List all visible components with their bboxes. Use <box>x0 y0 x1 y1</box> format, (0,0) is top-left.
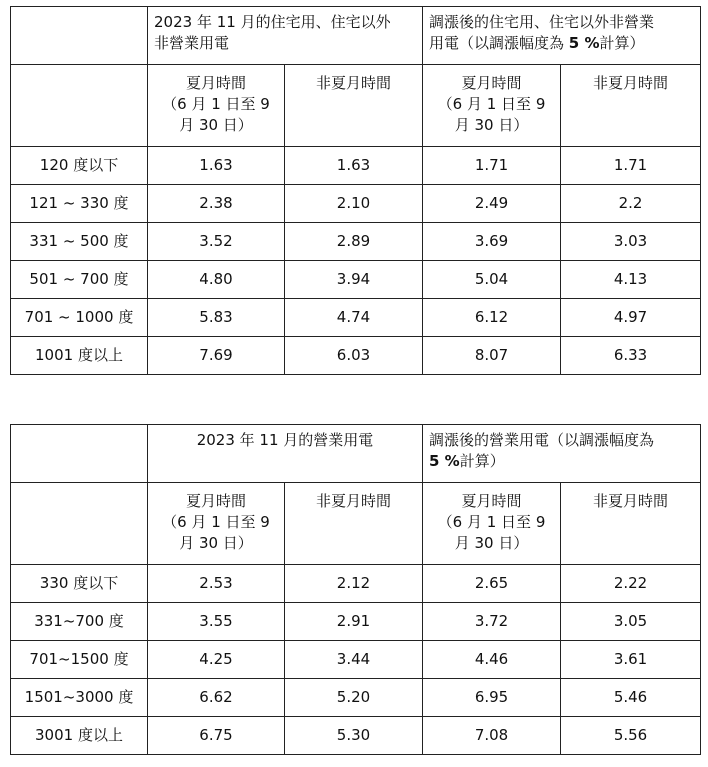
group-header-line: 調漲後的營業用電（以調漲幅度為 <box>429 431 655 449</box>
rate-value: 6.03 <box>285 337 423 375</box>
rate-value: 2.22 <box>561 565 701 603</box>
commercial-tariff-table <box>10 424 701 755</box>
rate-value: 2.91 <box>285 603 423 641</box>
non-summer-header <box>285 483 423 565</box>
summer-header <box>148 65 285 147</box>
table-row <box>11 337 701 375</box>
rate-value: 5.20 <box>285 679 423 717</box>
usage-tier-label: 701~1500 度 <box>11 641 148 679</box>
rate-value: 2.2 <box>561 185 701 223</box>
rate-value: 8.07 <box>423 337 561 375</box>
current-rate-group-header <box>148 7 423 65</box>
usage-tier-label: 331~700 度 <box>11 603 148 641</box>
current-rate-group-header <box>148 425 423 483</box>
group-header-line: 用電（以調漲幅度為 <box>429 34 569 52</box>
group-header-row <box>11 7 701 65</box>
usage-tier-label: 1501~3000 度 <box>11 679 148 717</box>
summer-header-line: 月 30 日） <box>179 116 253 134</box>
summer-header-line: （6 月 1 日至 9 <box>437 513 546 531</box>
rate-value: 4.97 <box>561 299 701 337</box>
summer-header-line: 夏月時間 <box>185 74 246 92</box>
rate-value: 5.04 <box>423 261 561 299</box>
usage-tier-label: 120 度以下 <box>11 147 148 185</box>
rate-value: 4.80 <box>148 261 285 299</box>
rate-value: 6.75 <box>148 717 285 755</box>
non-summer-header-label: 非夏月時間 <box>593 74 669 92</box>
table-row <box>11 565 701 603</box>
rate-value: 1.71 <box>423 147 561 185</box>
rate-value: 2.65 <box>423 565 561 603</box>
summer-header <box>423 483 561 565</box>
usage-tier-label: 331 ~ 500 度 <box>11 223 148 261</box>
rate-value: 2.49 <box>423 185 561 223</box>
table-row <box>11 147 701 185</box>
rate-value: 5.56 <box>561 717 701 755</box>
rate-value: 1.71 <box>561 147 701 185</box>
non-summer-header-label: 非夏月時間 <box>316 74 392 92</box>
summer-header-line: 夏月時間 <box>461 492 522 510</box>
corner-cell <box>11 425 148 483</box>
non-summer-header <box>561 65 701 147</box>
table-row <box>11 603 701 641</box>
rate-value: 2.38 <box>148 185 285 223</box>
rate-value: 4.74 <box>285 299 423 337</box>
summer-header-line: 月 30 日） <box>179 534 253 552</box>
group-header-line: 計算） <box>459 452 505 470</box>
rate-value: 6.62 <box>148 679 285 717</box>
rate-value: 6.95 <box>423 679 561 717</box>
table-row <box>11 679 701 717</box>
table-row <box>11 717 701 755</box>
rate-value: 5.46 <box>561 679 701 717</box>
usage-tier-label: 121 ~ 330 度 <box>11 185 148 223</box>
rate-value: 6.33 <box>561 337 701 375</box>
increase-rate-value: 5 % <box>429 452 460 470</box>
rate-value: 3.94 <box>285 261 423 299</box>
rate-value: 4.46 <box>423 641 561 679</box>
group-header-row <box>11 425 701 483</box>
corner-cell <box>11 7 148 65</box>
rate-value: 5.83 <box>148 299 285 337</box>
adjusted-rate-group-header <box>423 425 701 483</box>
summer-header-line: 夏月時間 <box>185 492 246 510</box>
corner-cell <box>11 65 148 147</box>
corner-cell <box>11 483 148 565</box>
summer-header-line: （6 月 1 日至 9 <box>437 95 546 113</box>
group-header-line: 調漲後的住宅用、住宅以外非營業 <box>429 13 655 31</box>
table-row <box>11 299 701 337</box>
group-header-line: 2023 年 11 月的營業用電 <box>196 431 374 449</box>
adjusted-rate-group-header <box>423 7 701 65</box>
rate-value: 3.72 <box>423 603 561 641</box>
non-summer-header-label: 非夏月時間 <box>316 492 392 510</box>
group-header-line: 計算） <box>599 34 645 52</box>
rate-value: 7.69 <box>148 337 285 375</box>
rate-value: 3.69 <box>423 223 561 261</box>
rate-value: 6.12 <box>423 299 561 337</box>
residential-tariff-table <box>10 6 701 375</box>
summer-header-line: 月 30 日） <box>454 534 529 552</box>
rate-value: 2.10 <box>285 185 423 223</box>
table-row <box>11 261 701 299</box>
summer-header <box>148 483 285 565</box>
sub-header-row <box>11 65 701 147</box>
rate-value: 4.13 <box>561 261 701 299</box>
increase-rate-value: 5 % <box>568 34 600 52</box>
rate-value: 3.44 <box>285 641 423 679</box>
summer-header-line: （6 月 1 日至 9 <box>162 513 270 531</box>
rate-value: 2.89 <box>285 223 423 261</box>
summer-header-line: 月 30 日） <box>454 116 529 134</box>
usage-tier-label: 1001 度以上 <box>11 337 148 375</box>
rate-value: 2.12 <box>285 565 423 603</box>
group-header-line: 2023 年 11 月的住宅用、住宅以外 <box>154 13 391 31</box>
table-row <box>11 223 701 261</box>
rate-value: 5.30 <box>285 717 423 755</box>
rate-value: 1.63 <box>148 147 285 185</box>
rate-value: 3.61 <box>561 641 701 679</box>
rate-value: 4.25 <box>148 641 285 679</box>
non-summer-header <box>561 483 701 565</box>
usage-tier-label: 501 ~ 700 度 <box>11 261 148 299</box>
usage-tier-label: 330 度以下 <box>11 565 148 603</box>
usage-tier-label: 3001 度以上 <box>11 717 148 755</box>
summer-header-line: 夏月時間 <box>461 74 522 92</box>
non-summer-header <box>285 65 423 147</box>
rate-value: 3.05 <box>561 603 701 641</box>
table-row <box>11 641 701 679</box>
table-row <box>11 185 701 223</box>
rate-value: 2.53 <box>148 565 285 603</box>
rate-value: 7.08 <box>423 717 561 755</box>
rate-value: 3.52 <box>148 223 285 261</box>
rate-value: 1.63 <box>285 147 423 185</box>
group-header-line: 非營業用電 <box>154 34 230 52</box>
rate-value: 3.03 <box>561 223 701 261</box>
summer-header <box>423 65 561 147</box>
non-summer-header-label: 非夏月時間 <box>593 492 669 510</box>
sub-header-row <box>11 483 701 565</box>
summer-header-line: （6 月 1 日至 9 <box>162 95 270 113</box>
usage-tier-label: 701 ~ 1000 度 <box>11 299 148 337</box>
rate-value: 3.55 <box>148 603 285 641</box>
